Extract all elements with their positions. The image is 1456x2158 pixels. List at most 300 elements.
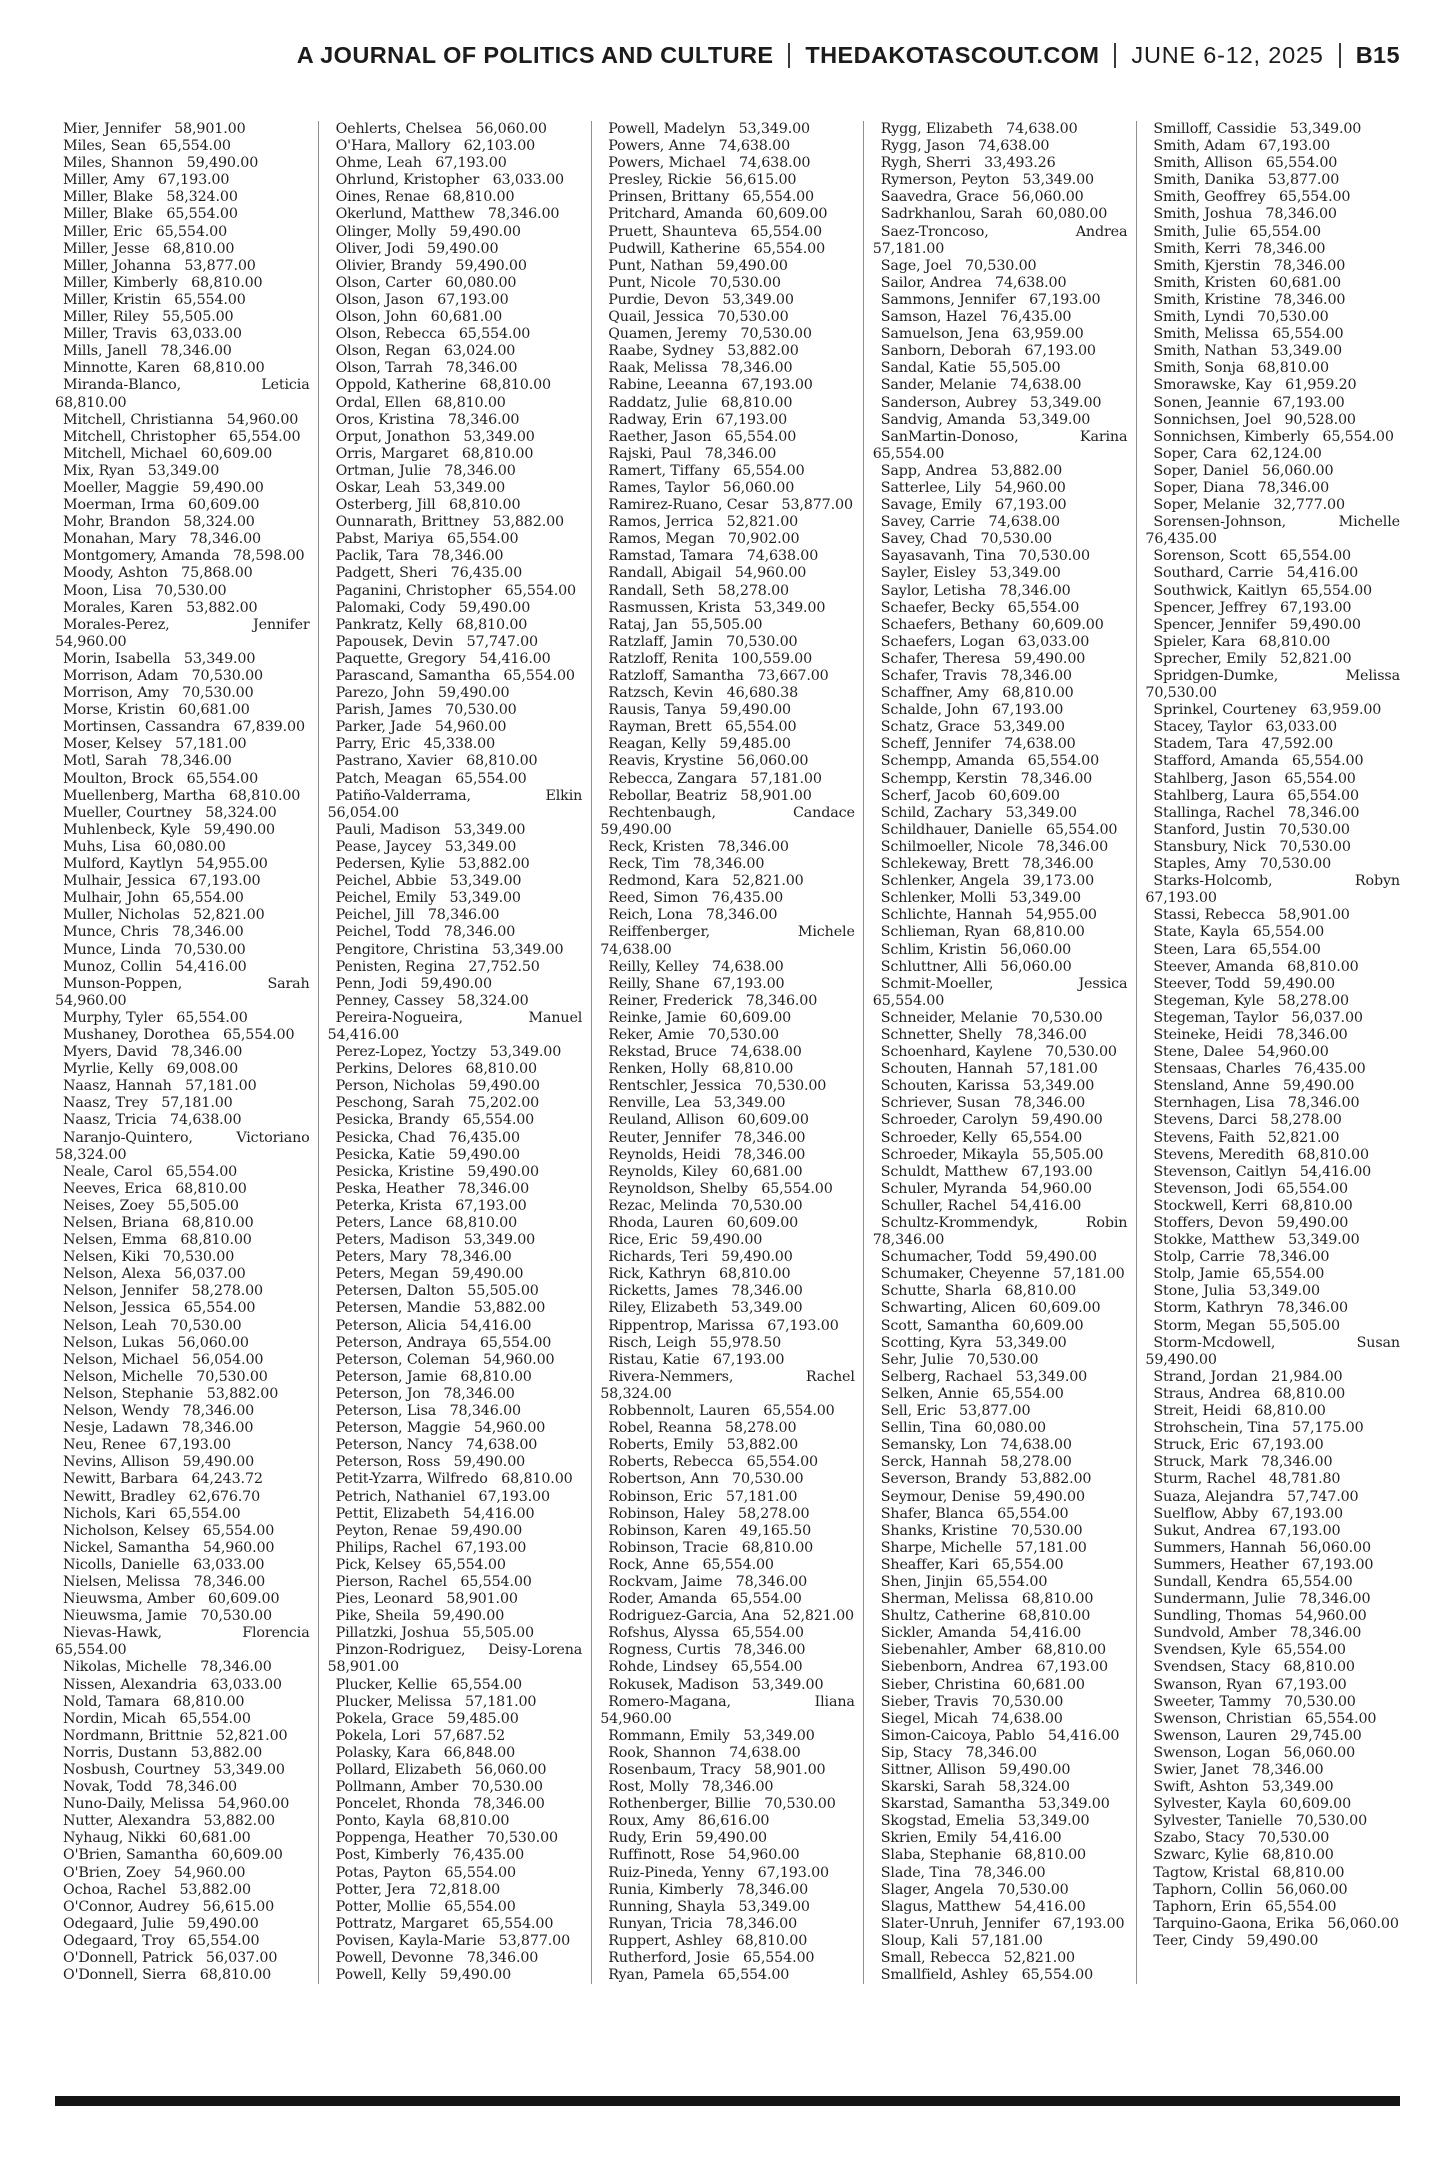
salary-amount: 78,346.00: [440, 1249, 512, 1266]
person-name: Schlieman, Ryan: [880, 924, 1000, 941]
salary-amount: 78,346.00: [449, 1403, 521, 1420]
name-salary-gap: [168, 565, 181, 581]
salary-entry: [873, 1916, 1128, 1933]
salary-entry: [873, 326, 1128, 343]
salary-amount: 59,490.00: [998, 1762, 1071, 1778]
salary-amount: 54,416.00: [1009, 1625, 1082, 1642]
name-salary-gap: [769, 1608, 782, 1624]
salary-amount: 68,810.00: [182, 1215, 254, 1231]
person-name: Siebenahler, Amber: [880, 1642, 1022, 1659]
person-name: Stallinga, Rachel: [1153, 804, 1275, 821]
salary-amount: 48,781.80: [1268, 1471, 1341, 1488]
person-name: Swift, Ashton: [1153, 1779, 1249, 1796]
name-salary-gap: [1009, 873, 1022, 889]
name-salary-gap: [1241, 241, 1254, 257]
salary-amount: 61,959.20: [1285, 377, 1357, 394]
name-salary-gap: [422, 155, 435, 171]
person-name: Pesicka, Katie: [335, 1146, 436, 1163]
person-name: Staples, Amy: [1153, 856, 1247, 873]
salary-entry: [55, 1318, 310, 1335]
person-name: Pedersen, Kylie: [335, 856, 445, 873]
salary-amount: 65,554.00: [1045, 821, 1118, 838]
person-name: Stevenson, Jodi: [1153, 1180, 1264, 1197]
salary-amount: 54,960.00: [1257, 1044, 1329, 1061]
name-salary-gap: [1007, 1181, 1020, 1197]
salary-amount: 76,435.00: [1294, 1061, 1366, 1078]
salary-amount: 59,490.00: [437, 685, 510, 702]
name-salary-gap: [1249, 1847, 1262, 1863]
person-name: Osterberg, Jill: [335, 497, 436, 514]
person-name: Peterson, Jon: [335, 1385, 430, 1402]
name-salary-gap: [727, 326, 740, 342]
salary-entry: [1145, 993, 1400, 1010]
salary-entry: [328, 446, 583, 463]
salary-entry: [328, 1403, 583, 1420]
name-salary-gap: [1274, 1489, 1287, 1505]
salary-amount: 60,609.00: [755, 206, 828, 223]
salary-amount: 78,346.00: [445, 360, 518, 377]
name-salary-gap: [1261, 1642, 1274, 1658]
salary-amount: 65,554.00: [176, 1009, 248, 1026]
name-salary-gap: [691, 446, 704, 462]
salary-amount: 78,346.00: [1253, 240, 1326, 257]
salary-entry: [600, 1454, 855, 1471]
salary-entry: [55, 976, 310, 1010]
salary-amount: 65,554.00: [503, 668, 575, 684]
salary-amount: 70,530.00: [1284, 1693, 1356, 1710]
name-salary-gap: [677, 1232, 690, 1248]
salary-amount: 63,959.00: [1309, 702, 1382, 719]
person-name: Penisten, Regina: [335, 958, 455, 975]
person-name: Schaefers, Bethany: [880, 616, 1019, 633]
name-salary-gap: [689, 1557, 702, 1573]
name-salary-gap: [419, 1608, 432, 1624]
person-name: Mitchell, Christopher: [63, 428, 216, 445]
salary-amount: 65,554.00: [731, 1659, 803, 1676]
salary-amount: 53,877.00: [498, 1932, 571, 1949]
name-salary-gap: [1005, 548, 1018, 564]
salary-entry: [1145, 1694, 1400, 1711]
salary-amount: 54,960.00: [1020, 1180, 1092, 1197]
salary-entry: [328, 1933, 583, 1950]
name-salary-gap: [147, 753, 160, 769]
salary-entry: [55, 1728, 310, 1745]
name-salary-gap: [987, 959, 1000, 975]
salary-entry: [873, 907, 1128, 924]
salary-entry: [1145, 395, 1400, 412]
person-name: Pinzon-Rodriguez, Deisy-Lorena: [335, 1642, 583, 1659]
name-salary-gap: [748, 1181, 761, 1197]
salary-amount: 65,554.00: [481, 1915, 554, 1932]
name-salary-gap: [699, 1352, 712, 1368]
person-name: Penney, Cassey: [335, 992, 444, 1009]
salary-entry: [600, 993, 855, 1010]
salary-amount: 68,810.00: [461, 445, 534, 462]
salary-amount: 65,554.00: [1027, 753, 1100, 770]
person-name: Parker, Jade: [335, 719, 422, 736]
salary-amount: 70,530.00: [1259, 856, 1332, 873]
salary-entry: [328, 788, 583, 822]
salary-entry: [328, 1112, 583, 1129]
salary-entry: [1145, 1027, 1400, 1044]
person-name: Peska, Heather: [335, 1180, 445, 1197]
salary-amount: 78,346.00: [431, 548, 504, 565]
person-name: Peichel, Abbie: [335, 873, 437, 890]
salary-amount: 68,810.00: [180, 1232, 252, 1249]
person-name: Sanderson, Aubrey: [880, 394, 1017, 411]
salary-entry: [873, 822, 1128, 839]
salary-entry: [873, 1728, 1128, 1745]
salary-amount: 68,810.00: [741, 1539, 814, 1556]
salary-entry: [328, 258, 583, 275]
person-name: Soper, Diana: [1153, 479, 1245, 496]
name-salary-gap: [448, 446, 461, 462]
salary-entry: [328, 736, 583, 753]
salary-amount: 68,810.00: [228, 787, 301, 804]
salary-amount: 76,435.00: [448, 1129, 520, 1146]
person-name: Schaefer, Becky: [880, 599, 995, 616]
salary-amount: 68,810.00: [1002, 685, 1074, 702]
salary-amount: 58,324.00: [457, 992, 529, 1009]
person-name: Reker, Amie: [608, 1026, 695, 1043]
salary-entry: [1145, 1762, 1400, 1779]
name-salary-gap: [154, 1198, 167, 1214]
salary-entry: [600, 258, 855, 275]
name-salary-gap: [166, 1711, 179, 1727]
name-salary-gap: [460, 1796, 473, 1812]
person-name: Moody, Ashton: [63, 565, 168, 582]
person-name: Renken, Holly: [608, 1061, 709, 1078]
salary-amount: 59,490.00: [1246, 1932, 1319, 1949]
salary-amount: 60,609.00: [719, 1009, 792, 1026]
salary-entry: [600, 1796, 855, 1813]
person-name: Richards, Teri: [608, 1249, 708, 1266]
person-name: Streit, Heidi: [1153, 1403, 1241, 1420]
name-salary-gap: [430, 1745, 443, 1761]
salary-entry: [55, 292, 310, 309]
salary-amount: 75,868.00: [181, 565, 253, 582]
salary-entry: [1145, 942, 1400, 959]
name-salary-gap: [187, 1608, 200, 1624]
person-name: Sundvold, Amber: [1153, 1625, 1277, 1642]
salary-entry: [55, 326, 310, 343]
salary-entry: [1145, 1095, 1400, 1112]
salary-entry: [55, 822, 310, 839]
person-name: Schultz-Krommendyk, Robin: [880, 1215, 1128, 1231]
name-salary-gap: [170, 514, 183, 530]
salary-amount: 78,346.00: [731, 1283, 803, 1300]
person-name: Orris, Margaret: [335, 445, 449, 462]
person-name: Mulford, Kaytlyn: [63, 856, 183, 873]
salary-amount: 53,349.00: [1022, 1078, 1095, 1095]
name-salary-gap: [1309, 429, 1322, 445]
salary-entry: [1145, 1489, 1400, 1506]
salary-entry: [1145, 155, 1400, 172]
person-name: Ruiz-Pineda, Yenny: [608, 1864, 745, 1881]
salary-entry: [873, 753, 1128, 770]
person-name: Moerman, Irma: [63, 497, 175, 514]
salary-entry: [1145, 1916, 1400, 1933]
name-salary-gap: [434, 531, 447, 547]
salary-entry: [328, 1608, 583, 1625]
person-name: Perkins, Delores: [335, 1061, 453, 1078]
salary-entry: [873, 1642, 1128, 1659]
person-name: Schwarting, Alicen: [880, 1300, 1016, 1317]
salary-amount: 56,037.00: [174, 1266, 246, 1283]
name-salary-gap: [713, 634, 726, 650]
salary-entry: [600, 753, 855, 770]
person-name: Newitt, Barbara: [63, 1471, 179, 1488]
salary-entry: [1145, 241, 1400, 258]
salary-entry: [328, 1899, 583, 1916]
salary-amount: 74,638.00: [738, 155, 811, 172]
salary-entry: [873, 1608, 1128, 1625]
salary-amount: 53,882.00: [458, 856, 530, 873]
person-name: Smith, Kristine: [1153, 291, 1261, 308]
salary-amount: 67,193.00: [1252, 1437, 1324, 1454]
salary-entry: [55, 1608, 310, 1625]
name-salary-gap: [452, 1437, 465, 1453]
person-name: Risch, Leigh: [608, 1334, 697, 1351]
salary-amount: 53,882.00: [1019, 1471, 1092, 1488]
salary-amount: 68,810.00: [1014, 1847, 1086, 1864]
person-name: Rygg, Elizabeth: [880, 121, 993, 137]
person-name: Slaba, Stephanie: [880, 1847, 1002, 1864]
salary-entry: [55, 1471, 310, 1488]
person-name: Skogstad, Emelia: [880, 1813, 1005, 1830]
salary-entry: [1145, 1061, 1400, 1078]
salary-amount: 68,810.00: [501, 1471, 573, 1488]
name-salary-gap: [740, 241, 753, 257]
salary-entry: [600, 1847, 855, 1864]
person-name: Sylvester, Kayla: [1153, 1796, 1267, 1813]
name-salary-gap: [1266, 1796, 1279, 1812]
name-salary-gap: [1023, 839, 1036, 855]
salary-entry: [328, 1830, 583, 1847]
person-name: Moulton, Brock: [63, 770, 174, 787]
salary-amount: 65,554.00: [223, 1026, 295, 1043]
name-salary-gap: [1258, 1506, 1271, 1522]
person-name: Nieuwsma, Amber: [63, 1591, 195, 1608]
name-salary-gap: [1263, 1215, 1276, 1231]
name-salary-gap: [146, 1437, 159, 1453]
person-name: Robinson, Karen: [608, 1522, 727, 1539]
person-name: Spieler, Kara: [1153, 633, 1246, 650]
person-name: Selken, Annie: [880, 1385, 979, 1402]
name-salary-gap: [992, 805, 1005, 821]
person-name: Punt, Nicole: [608, 274, 696, 291]
salary-entry: [328, 1694, 583, 1711]
salary-amount: 59,490.00: [192, 479, 264, 496]
name-salary-gap: [146, 138, 159, 154]
person-name: Miller, Amy: [63, 172, 145, 189]
salary-entry: [600, 1608, 855, 1625]
salary-amount: 67,193.00: [1273, 394, 1345, 411]
salary-entry: [328, 565, 583, 582]
person-name: Taphorn, Collin: [1153, 1881, 1263, 1898]
name-salary-gap: [717, 1591, 730, 1607]
salary-entry: [1145, 1454, 1400, 1471]
person-name: Stafford, Amanda: [1153, 753, 1279, 770]
salary-entry: [1145, 1198, 1400, 1215]
person-name: Sonen, Jeannie: [1153, 394, 1260, 411]
salary-entry: [873, 651, 1128, 668]
salary-amount: 68,810.00: [460, 1368, 532, 1385]
salary-amount: 45,338.00: [423, 736, 496, 753]
salary-amount: 68,810.00: [175, 1180, 247, 1197]
name-salary-gap: [718, 1300, 731, 1316]
salary-amount: 67,193.00: [435, 155, 507, 172]
salary-amount: 53,877.00: [959, 1403, 1031, 1420]
name-salary-gap: [728, 1540, 741, 1556]
salary-entry: [328, 1796, 583, 1813]
person-name: Stensland, Anne: [1153, 1078, 1270, 1095]
salary-amount: 33,493.26: [984, 155, 1056, 172]
person-name: O'Donnell, Sierra: [63, 1967, 187, 1984]
salary-amount: 60,681.00: [1013, 1676, 1085, 1693]
salary-amount: 68,810.00: [466, 753, 538, 770]
person-name: Parish, James: [335, 702, 432, 719]
name-salary-gap: [152, 1779, 165, 1795]
salary-entry: [1145, 1830, 1400, 1847]
name-salary-gap: [190, 822, 203, 838]
salary-amount: 54,955.00: [1025, 907, 1097, 924]
salary-amount: 68,810.00: [465, 1061, 537, 1078]
salary-entry: [600, 890, 855, 907]
name-salary-gap: [1244, 1044, 1257, 1060]
name-salary-gap: [192, 805, 205, 821]
salary-amount: 58,278.00: [191, 1283, 263, 1300]
name-salary-gap: [1019, 1147, 1032, 1163]
salary-amount: 56,060.00: [999, 941, 1072, 958]
salary-amount: 56,060.00: [722, 479, 795, 496]
salary-entry: [873, 1300, 1128, 1317]
salary-amount: 74,638.00: [1004, 736, 1076, 753]
name-salary-gap: [1292, 1711, 1305, 1727]
salary-amount: 65,554.00: [458, 326, 531, 343]
person-name: Sapp, Andrea: [880, 462, 978, 479]
salary-entry: [873, 583, 1128, 600]
person-name: Patiño-Valderrama, Elkin: [335, 787, 583, 804]
salary-amount: 59,490.00: [600, 821, 672, 838]
salary-amount: 57,181.00: [971, 1932, 1043, 1949]
salary-entry: [1145, 1625, 1400, 1642]
salary-amount: 65,554.00: [763, 1403, 835, 1420]
name-salary-gap: [142, 583, 155, 599]
person-name: Pauli, Madison: [335, 821, 441, 838]
salary-amount: 70,530.00: [966, 1351, 1039, 1368]
name-salary-gap: [719, 1625, 732, 1641]
name-salary-gap: [183, 1369, 196, 1385]
salary-amount: 57,181.00: [750, 770, 822, 787]
person-name: Peterka, Krista: [335, 1197, 442, 1214]
name-salary-gap: [1011, 343, 1024, 359]
person-name: Samuelson, Jena: [880, 326, 999, 343]
name-salary-gap: [1244, 309, 1257, 325]
name-salary-gap: [460, 1300, 473, 1316]
salary-amount: 67,193.00: [455, 1197, 527, 1214]
salary-amount: 70,530.00: [182, 685, 254, 702]
salary-amount: 58,901.00: [446, 1591, 518, 1608]
salary-amount: 63,024.00: [443, 343, 516, 360]
salary-entry: [873, 497, 1128, 514]
salary-entry: [328, 1318, 583, 1335]
name-salary-gap: [1260, 1386, 1273, 1402]
person-name: Nelsen, Kiki: [63, 1249, 150, 1266]
name-salary-gap: [435, 1130, 448, 1146]
person-name: Schafer, Travis: [880, 668, 988, 684]
person-name: Strohschein, Tina: [1153, 1420, 1279, 1437]
name-salary-gap: [971, 155, 984, 171]
person-name: Tarquino-Gaona, Erika: [1153, 1915, 1314, 1932]
person-name: Running, Shayla: [608, 1898, 726, 1915]
person-name: Smith, Lyndi: [1153, 309, 1244, 326]
name-salary-gap: [453, 634, 466, 650]
person-name: Rasmussen, Krista: [608, 599, 741, 616]
salary-entry: [600, 1557, 855, 1574]
salary-amount: 70,530.00: [445, 702, 517, 719]
name-salary-gap: [1256, 275, 1269, 291]
salary-amount: 70,530.00: [1145, 685, 1217, 702]
name-salary-gap: [1245, 1249, 1258, 1265]
name-salary-gap: [157, 1318, 170, 1334]
salary-entry: [600, 1506, 855, 1523]
name-salary-gap: [173, 600, 186, 616]
salary-entry: [55, 1352, 310, 1369]
salary-entry: [328, 634, 583, 651]
salary-amount: 65,554.00: [455, 770, 527, 787]
salary-entry: [1145, 1147, 1400, 1164]
person-name: Ricketts, James: [608, 1283, 718, 1300]
salary-amount: 53,349.00: [1022, 172, 1094, 189]
salary-entry: [55, 412, 310, 429]
person-name: Nelson, Jessica: [63, 1300, 171, 1317]
salary-amount: 57,181.00: [1015, 1539, 1087, 1556]
salary-entry: [873, 1164, 1128, 1181]
person-name: Shen, Jinjin: [880, 1573, 963, 1590]
salary-entry: [600, 736, 855, 753]
salary-entry: [1145, 343, 1400, 360]
name-salary-gap: [447, 1574, 460, 1590]
salary-entry: [55, 1369, 310, 1386]
salary-amount: 78,346.00: [447, 411, 520, 428]
name-salary-gap: [999, 189, 1012, 205]
salary-entry: [600, 1694, 855, 1728]
salary-amount: 68,810.00: [1281, 1197, 1353, 1214]
salary-amount: 78,346.00: [172, 924, 244, 941]
person-name: Palomaki, Cody: [335, 599, 446, 616]
name-salary-gap: [961, 1420, 974, 1436]
name-salary-gap: [975, 788, 988, 804]
person-name: Szabo, Stacy: [1153, 1830, 1245, 1847]
salary-amount: 56,060.00: [1276, 1881, 1348, 1898]
name-salary-gap: [442, 617, 455, 633]
salary-entry: [328, 1728, 583, 1745]
salary-entry: [55, 1745, 310, 1762]
name-salary-gap: [163, 1010, 176, 1026]
person-name: Neu, Renee: [63, 1437, 147, 1454]
salary-entry: [328, 206, 583, 223]
person-name: Slagus, Matthew: [880, 1898, 1001, 1915]
name-salary-gap: [982, 1335, 995, 1351]
name-salary-gap: [148, 1095, 161, 1111]
salary-entry: [328, 1420, 583, 1437]
salary-entry: [328, 1249, 583, 1266]
person-name: Stadem, Tara: [1153, 736, 1249, 753]
person-name: Siebenborn, Andrea: [880, 1659, 1024, 1676]
salary-entry: [328, 1557, 583, 1574]
salary-amount: 59,490.00: [451, 1266, 524, 1283]
